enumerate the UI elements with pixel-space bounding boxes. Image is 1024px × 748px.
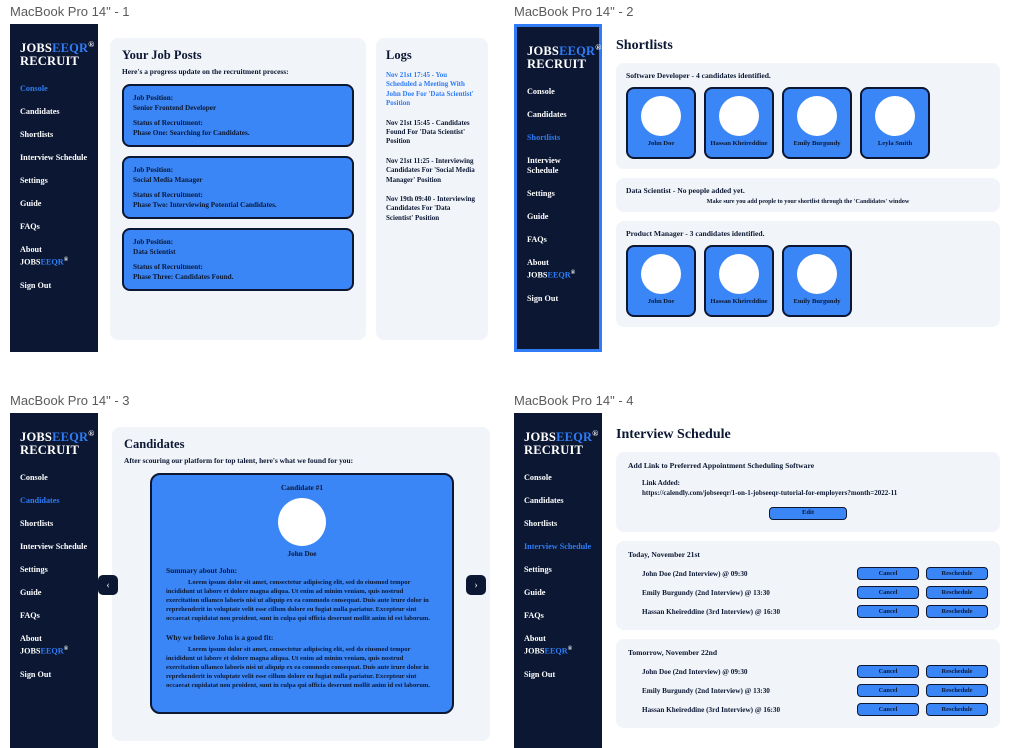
shortlist-section-software-developer: [616, 63, 1000, 169]
brand-reg: ®: [592, 429, 599, 438]
avatar: [875, 96, 915, 136]
sidebar-item-label-accent: EEQR: [547, 270, 571, 280]
sidebar-item-label-reg: ®: [63, 646, 69, 653]
cancel-button[interactable]: Cancel: [857, 586, 919, 599]
sidebar-item-interview-schedule[interactable]: [20, 153, 90, 163]
sidebar: [10, 413, 98, 748]
sidebar-item-label: Shortlists: [20, 130, 54, 140]
sidebar-item-label: FAQs: [527, 235, 547, 245]
sidebar-item-label: Shortlists: [527, 133, 561, 143]
candidate-name: John Doe: [647, 298, 675, 305]
sidebar-item-about[interactable]: [524, 634, 594, 657]
cancel-button[interactable]: Cancel: [857, 684, 919, 697]
app-window-interview-schedule: [514, 413, 1014, 748]
sidebar-item-label: Console: [20, 84, 48, 94]
sidebar-item-label: About JOBS: [20, 634, 42, 656]
artboard-4: [514, 393, 1014, 748]
brand-reg: ®: [595, 43, 602, 52]
brand-reg: ®: [88, 429, 95, 438]
candidate-name: John Doe: [287, 550, 317, 558]
console-content: [98, 24, 500, 352]
brand-part1: JOBS: [524, 430, 557, 445]
sidebar-item-sign-out[interactable]: [20, 670, 90, 680]
job-status-value: Phase One: Searching for Candidates.: [133, 129, 250, 137]
sidebar-item-label: About JOBS: [20, 245, 42, 267]
sidebar-item-shortlists[interactable]: [20, 130, 90, 140]
sidebar-item-shortlists[interactable]: [20, 519, 90, 529]
reschedule-button[interactable]: Reschedule: [926, 665, 988, 678]
sidebar-item-label: Interview Schedule: [524, 542, 592, 552]
candidate-card[interactable]: [782, 87, 852, 159]
sidebar-item-console[interactable]: [527, 87, 591, 97]
fit-body: Lorem ipsum dolor sit amet, consectetur adipiscing elit, sed do eiusmod tempor incididunt ut labore et dolore magna aliqua. Ut enim ad minim veniam, quis nostrud exercitation ullamco laboris nisi ut aliquip ex ea commodo consequat. Duis aute irure dolor in reprehenderit in voluptate velit esse cillum dolore eu fugiat nulla pariatur. Excepteur sint occaecat cupidatat non proident, sunt in culpa qui officia deserunt mollit anim id est laborum.: [166, 646, 431, 689]
log-entry[interactable]: Nov 19th 09:40 - Interviewing Candidates For 'Data Scientist' Position: [386, 195, 476, 222]
sidebar-item-about[interactable]: [527, 258, 591, 281]
candidate-index-label: Candidate #1: [280, 483, 324, 492]
sidebar-item-faqs[interactable]: [524, 611, 594, 621]
shortlist-candidate-row: [626, 245, 990, 317]
schedule-row: [628, 586, 988, 599]
cancel-button[interactable]: Cancel: [857, 703, 919, 716]
app-window-candidates: [10, 413, 500, 748]
sidebar-item-label: Interview Schedule: [20, 153, 88, 163]
candidate-name: John Doe: [647, 140, 675, 147]
candidate-name: Emily Burgundy: [793, 298, 841, 305]
log-entry[interactable]: Nov 21st 11:25 - Interviewing Candidates For 'Social Media Manager' Position: [386, 156, 475, 184]
candidate-name: Leyla Smith: [877, 140, 913, 147]
sidebar-item-label-accent: EEQR: [544, 646, 568, 656]
candidate-name: Hassan Kheireddine: [710, 140, 768, 147]
sidebar-item-label: Settings: [20, 176, 48, 186]
job-position-label: Job Position:: [133, 94, 174, 102]
shortlist-candidate-row: [626, 87, 990, 159]
schedule-content: [602, 413, 1014, 748]
job-position-label: Job Position:: [133, 238, 174, 246]
shortlist-heading: Software Developer - 4 candidates identified.: [626, 71, 771, 80]
sidebar-item-faqs[interactable]: [20, 611, 90, 621]
cancel-button[interactable]: Cancel: [857, 605, 919, 618]
logs-panel: [376, 38, 488, 340]
artboard-2: [514, 4, 1014, 352]
candidate-card[interactable]: [626, 87, 696, 159]
job-status-label: Status of Recruitment:: [133, 119, 203, 127]
sidebar-item-label: Guide: [20, 588, 42, 598]
candidate-card[interactable]: [704, 245, 774, 317]
schedule-row: [628, 665, 988, 678]
sidebar-item-shortlists[interactable]: [527, 133, 591, 143]
brand-part1: JOBS: [20, 41, 53, 56]
shortlist-empty-note: Make sure you add people to your shortlist through the 'Candidates' window: [706, 198, 910, 205]
page-title: Your Job Posts: [122, 48, 202, 62]
artboard-3: [10, 393, 500, 748]
reschedule-button[interactable]: Reschedule: [926, 605, 988, 618]
sidebar-item-guide[interactable]: [527, 212, 591, 222]
sidebar-item-label: Console: [524, 473, 552, 483]
sidebar-item-label: Sign Out: [527, 293, 559, 303]
sidebar-item-guide[interactable]: [524, 588, 594, 598]
sidebar-item-guide[interactable]: [20, 588, 90, 598]
fit-heading: Why we believe John is a good fit:: [166, 633, 274, 642]
reschedule-button[interactable]: Reschedule: [926, 567, 988, 580]
reschedule-button[interactable]: Reschedule: [926, 703, 988, 716]
link-added-label: Link Added:: [642, 479, 680, 487]
job-status-value: Phase Two: Interviewing Potential Candidates.: [133, 201, 277, 209]
sidebar-item-label-accent: EEQR: [40, 646, 64, 656]
sidebar-item-settings[interactable]: [524, 565, 594, 575]
sidebar-item-faqs[interactable]: [20, 222, 90, 232]
page-subtitle: Here's a progress update on the recruitment process:: [122, 67, 289, 76]
sidebar-item-label: Settings: [527, 189, 555, 199]
brand-logo: [527, 41, 602, 72]
page-title: Interview Schedule: [616, 427, 731, 442]
schedule-day-heading: Tomorrow, November 22nd: [628, 648, 718, 657]
job-position-value: Data Scientist: [133, 248, 176, 256]
shortlist-heading: Product Manager - 3 candidates identified.: [626, 229, 765, 238]
summary-heading: Summary about John:: [166, 566, 238, 575]
sidebar-item-label: FAQs: [524, 611, 544, 621]
avatar: [719, 96, 759, 136]
brand-part1: JOBS: [527, 44, 560, 59]
sidebar-item-candidates[interactable]: [524, 496, 594, 506]
schedule-day-tomorrow: [616, 639, 1000, 728]
sidebar-item-sign-out[interactable]: [527, 294, 591, 304]
sidebar-item-faqs[interactable]: [527, 235, 591, 245]
brand-part2: EEQR: [52, 430, 89, 445]
brand-part1: JOBS: [20, 430, 53, 445]
sidebar-item-settings[interactable]: [527, 189, 591, 199]
brand-line2: RECRUIT: [524, 443, 584, 458]
artboard-3-label: MacBook Pro 14" - 3: [10, 393, 130, 408]
log-entry[interactable]: Nov 21st 17:45 - You Scheduled a Meeting With John Doe For 'Data Scientist' Position: [386, 71, 474, 108]
summary-body: Lorem ipsum dolor sit amet, consectetur adipiscing elit, sed do eiusmod tempor incididunt ut labore et dolore magna aliqua. Ut enim ad minim veniam, quis nostrud exercitation ullamco laboris nisi ut aliquip ex ea commodo consequat. Duis aute irure dolor in reprehenderit in voluptate velit esse cillum dolore eu fugiat nulla pariatur. Excepteur sint occaecat cupidatat non proident, sunt in culpa qui officia deserunt mollit anim id est laborum.: [166, 579, 431, 622]
page-title: Candidates: [124, 437, 185, 451]
sidebar-item-label: Guide: [524, 588, 546, 598]
sidebar-item-label: About JOBS: [524, 634, 546, 656]
shortlist-section-product-manager: [616, 221, 1000, 327]
brand-logo: [20, 38, 95, 69]
sidebar-item-settings[interactable]: [20, 176, 90, 186]
sidebar-item-label: Interview Schedule: [20, 542, 88, 552]
avatar: [641, 254, 681, 294]
schedule-day-heading: Today, November 21st: [628, 550, 700, 559]
reschedule-button[interactable]: Reschedule: [926, 586, 988, 599]
edit-link-button[interactable]: Edit: [769, 507, 847, 520]
sidebar-item-label: Interview Schedule: [527, 156, 561, 176]
sidebar-item-console[interactable]: [20, 84, 90, 94]
sidebar-item-label: Console: [527, 87, 555, 97]
artboard-4-label: MacBook Pro 14" - 4: [514, 393, 634, 408]
schedule-row-label: John Doe (2nd Interview) @ 09:30: [642, 569, 748, 578]
job-position-value: Senior Frontend Developer: [133, 104, 217, 112]
sidebar-item-label: About JOBS: [527, 258, 549, 280]
sidebar-item-label: Sign Out: [524, 669, 556, 679]
sidebar-item-console[interactable]: [20, 473, 90, 483]
shortlists-content: [602, 24, 1014, 352]
artboard-1-label: MacBook Pro 14" - 1: [10, 4, 130, 19]
sidebar-item-label: Settings: [20, 565, 48, 575]
sidebar-item-candidates[interactable]: [20, 496, 90, 506]
avatar: [278, 498, 326, 546]
job-status-label: Status of Recruitment:: [133, 263, 203, 271]
brand-part2: EEQR: [52, 41, 89, 56]
sidebar-item-label: Candidates: [20, 107, 60, 117]
scheduling-link-card: [616, 452, 1000, 532]
artboard-2-label: MacBook Pro 14" - 2: [514, 4, 634, 19]
schedule-row: [628, 605, 988, 618]
sidebar: [514, 24, 602, 352]
sidebar-item-shortlists[interactable]: [524, 519, 594, 529]
app-window-shortlists: [514, 24, 1014, 352]
next-candidate-button[interactable]: ›: [466, 575, 486, 595]
sidebar-item-label: FAQs: [20, 611, 40, 621]
schedule-row: [628, 684, 988, 697]
schedule-row-label: John Doe (2nd Interview) @ 09:30: [642, 667, 748, 676]
page-title: Shortlists: [616, 38, 673, 53]
schedule-row-label: Hassan Kheireddine (3rd Interview) @ 16:30: [642, 607, 781, 616]
sidebar-item-about[interactable]: [20, 245, 90, 268]
avatar: [719, 254, 759, 294]
candidate-card[interactable]: [860, 87, 930, 159]
sidebar-item-interview-schedule[interactable]: [524, 542, 594, 552]
sidebar-item-label: Candidates: [20, 496, 60, 506]
artboard-1: [10, 4, 500, 352]
brand-logo: [20, 427, 95, 458]
shortlist-heading: Data Scientist - No people added yet.: [626, 186, 745, 195]
candidate-card[interactable]: [782, 245, 852, 317]
sidebar-item-label: Guide: [20, 199, 42, 209]
job-position-label: Job Position:: [133, 166, 174, 174]
sidebar-item-label: Candidates: [527, 110, 567, 120]
scheduling-link-heading: Add Link to Preferred Appointment Scheduling Software: [628, 461, 815, 470]
sidebar-item-sign-out[interactable]: [20, 281, 90, 291]
previous-candidate-button[interactable]: ‹: [98, 575, 118, 595]
candidate-name: Hassan Kheireddine: [710, 298, 768, 305]
logs-title: Logs: [386, 48, 412, 62]
schedule-row-label: Emily Burgundy (2nd Interview) @ 13:30: [642, 588, 770, 597]
schedule-row: [628, 567, 988, 580]
shortlist-section-data-scientist: [616, 178, 1000, 212]
candidate-detail-panel: [150, 473, 454, 714]
sidebar-item-label-reg: ®: [567, 646, 573, 653]
job-status-label: Status of Recruitment:: [133, 191, 203, 199]
cancel-button[interactable]: Cancel: [857, 567, 919, 580]
log-entry[interactable]: Nov 21st 15:45 - Candidates Found For 'Data Scientist' Position: [386, 118, 470, 146]
page-subtitle: After scouring our platform for top talent, here's what we found for you:: [124, 456, 354, 465]
candidate-card[interactable]: [626, 245, 696, 317]
job-posts-card: [110, 38, 366, 340]
candidate-card[interactable]: [704, 87, 774, 159]
sidebar-item-label: Guide: [527, 212, 549, 222]
sidebar: [514, 413, 602, 748]
job-post-card[interactable]: [122, 156, 354, 219]
link-added-value: https://calendly.com/jobseeqr/1-on-1-jobseeqr-tutorial-for-employers?month=2022-11: [642, 489, 898, 497]
brand-reg: ®: [88, 40, 95, 49]
brand-line2: RECRUIT: [20, 54, 80, 69]
sidebar-item-interview-schedule[interactable]: [20, 542, 90, 552]
schedule-row-label: Emily Burgundy (2nd Interview) @ 13:30: [642, 686, 770, 695]
sidebar: [10, 24, 98, 352]
sidebar-item-candidates[interactable]: [20, 107, 90, 117]
sidebar-item-label-accent: EEQR: [40, 257, 64, 267]
job-post-card[interactable]: [122, 228, 354, 291]
sidebar-item-label: Sign Out: [20, 669, 52, 679]
cancel-button[interactable]: Cancel: [857, 665, 919, 678]
sidebar-item-settings[interactable]: [20, 565, 90, 575]
brand-part2: EEQR: [559, 44, 596, 59]
sidebar-item-label: FAQs: [20, 222, 40, 232]
job-status-value: Phase Three: Candidates Found.: [133, 273, 234, 281]
schedule-day-today: [616, 541, 1000, 630]
sidebar-item-about[interactable]: [20, 634, 90, 657]
sidebar-item-sign-out[interactable]: [524, 670, 594, 680]
sidebar-item-label: Settings: [524, 565, 552, 575]
sidebar-item-label: Sign Out: [20, 280, 52, 290]
brand-line2: RECRUIT: [527, 57, 587, 72]
brand-line2: RECRUIT: [20, 443, 80, 458]
schedule-row-label: Hassan Kheireddine (3rd Interview) @ 16:30: [642, 705, 781, 714]
sidebar-item-label: Console: [20, 473, 48, 483]
sidebar-item-label: Candidates: [524, 496, 564, 506]
sidebar-item-label: Shortlists: [20, 519, 54, 529]
schedule-row: [628, 703, 988, 716]
job-post-card[interactable]: [122, 84, 354, 147]
candidates-content: [98, 413, 500, 748]
brand-logo: [524, 427, 599, 458]
job-position-value: Social Media Manager: [133, 176, 203, 184]
brand-part2: EEQR: [556, 430, 593, 445]
sidebar-item-interview-schedule[interactable]: [527, 156, 591, 176]
sidebar-item-label: Shortlists: [524, 519, 558, 529]
sidebar-item-candidates[interactable]: [527, 110, 591, 120]
avatar: [797, 96, 837, 136]
sidebar-item-label-reg: ®: [63, 257, 69, 264]
reschedule-button[interactable]: Reschedule: [926, 684, 988, 697]
sidebar-item-guide[interactable]: [20, 199, 90, 209]
avatar: [797, 254, 837, 294]
sidebar-item-console[interactable]: [524, 473, 594, 483]
avatar: [641, 96, 681, 136]
candidates-card: [106, 427, 490, 741]
app-window-console: [10, 24, 500, 352]
sidebar-item-label-reg: ®: [570, 270, 576, 277]
candidate-name: Emily Burgundy: [793, 140, 841, 147]
